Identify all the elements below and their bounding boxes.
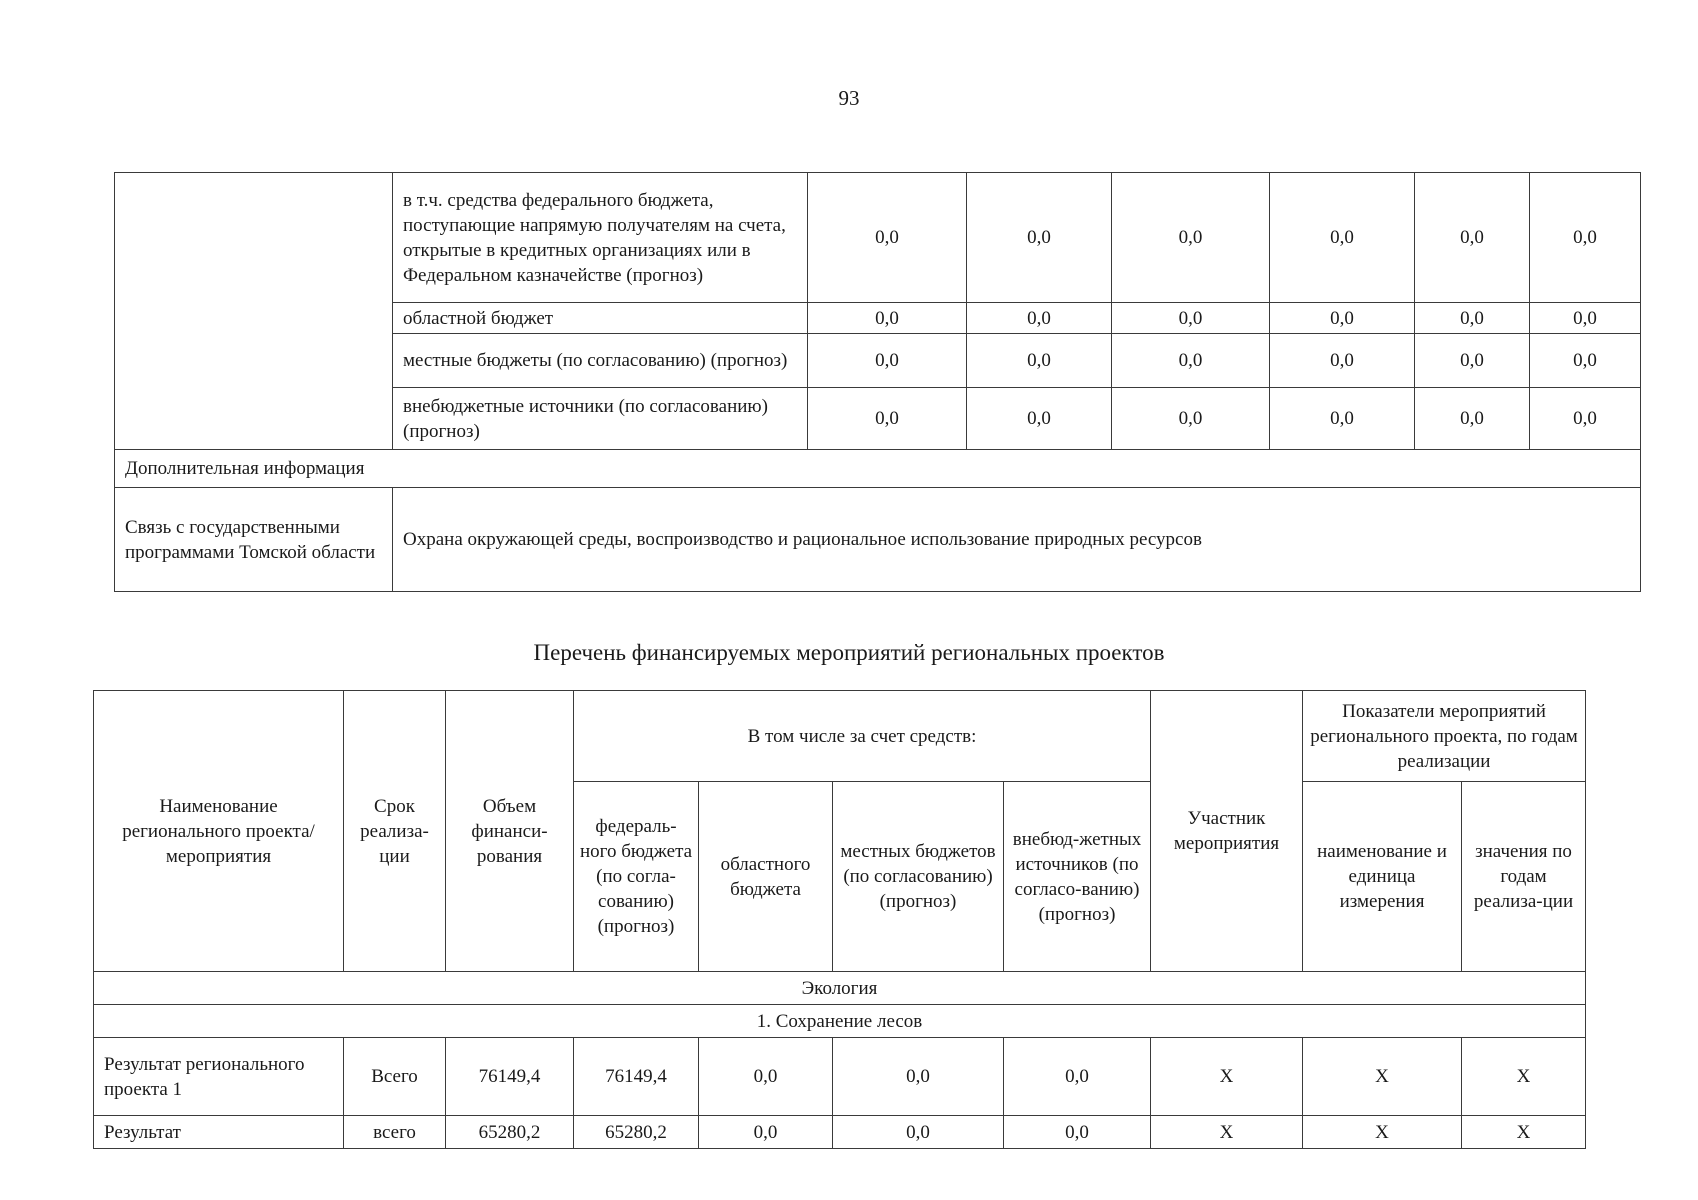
subgroup-row <box>94 1005 1586 1038</box>
row-indicator-name: Х <box>1303 1038 1462 1116</box>
value-cell: 0,0 <box>1415 334 1530 388</box>
value-cell: 0,0 <box>1415 173 1530 303</box>
value-cell: 0,0 <box>808 303 967 334</box>
row-federal: 65280,2 <box>574 1116 699 1149</box>
value-cell: 0,0 <box>1112 388 1270 450</box>
value-cell: 0,0 <box>1112 334 1270 388</box>
header-including: В том числе за счет средств: <box>574 691 1151 782</box>
header-indicator-name: наименование и единица измерения <box>1303 782 1462 972</box>
program-link-label: Связь с государственными программами Томской области <box>115 488 393 592</box>
row-participant: Х <box>1151 1038 1303 1116</box>
row-term: всего <box>344 1116 446 1149</box>
value-cell: 0,0 <box>1270 388 1415 450</box>
row-name: Результат <box>94 1116 344 1149</box>
group-label: Экология <box>94 972 1586 1005</box>
empty-project-cell <box>115 173 393 450</box>
source-label: внебюджетные источники (по согласованию) (прогноз) <box>393 388 808 450</box>
program-link-value: Охрана окружающей среды, воспроизводство и рациональное использование природных ресурсов <box>393 488 1641 592</box>
row-indicator-values: Х <box>1462 1116 1586 1149</box>
header-name: Наименование регионального проекта/ мероприятия <box>94 691 344 972</box>
header-volume: Объем финанси-рования <box>446 691 574 972</box>
row-extra: 0,0 <box>1004 1116 1151 1149</box>
table-row <box>115 488 1641 592</box>
value-cell: 0,0 <box>1415 388 1530 450</box>
table-row <box>94 1116 1586 1149</box>
row-indicator-name: Х <box>1303 1116 1462 1149</box>
header-term: Срок реализа-ции <box>344 691 446 972</box>
header-indicators: Показатели мероприятий регионального проекта, по годам реализации <box>1303 691 1586 782</box>
page-number: 93 <box>838 86 860 110</box>
table-row <box>115 450 1641 488</box>
additional-info-label: Дополнительная информация <box>115 450 1641 488</box>
value-cell: 0,0 <box>1530 303 1641 334</box>
row-local: 0,0 <box>833 1038 1004 1116</box>
value-cell: 0,0 <box>1112 173 1270 303</box>
row-participant: Х <box>1151 1116 1303 1149</box>
value-cell: 0,0 <box>1415 303 1530 334</box>
source-label: областной бюджет <box>393 303 808 334</box>
value-cell: 0,0 <box>967 303 1112 334</box>
value-cell: 0,0 <box>808 388 967 450</box>
header-federal: федераль-ного бюджета (по согла-сованию) (прогноз) <box>574 782 699 972</box>
source-label: в т.ч. средства федерального бюджета, поступающие напрямую получателям на счета, открытые в кредитных организациях или в Федеральном казначействе (прогноз) <box>393 173 808 303</box>
row-federal: 76149,4 <box>574 1038 699 1116</box>
row-volume: 65280,2 <box>446 1116 574 1149</box>
row-local: 0,0 <box>833 1116 1004 1149</box>
header-row <box>94 691 1586 782</box>
section-title: Перечень финансируемых мероприятий региональных проектов <box>533 640 1165 665</box>
group-row <box>94 972 1586 1005</box>
row-regional: 0,0 <box>699 1038 833 1116</box>
table-row <box>94 1038 1586 1116</box>
row-volume: 76149,4 <box>446 1038 574 1116</box>
value-cell: 0,0 <box>1530 388 1641 450</box>
header-local: местных бюджетов (по согласованию) (прогноз) <box>833 782 1004 972</box>
value-cell: 0,0 <box>967 388 1112 450</box>
table-row <box>115 173 1641 303</box>
value-cell: 0,0 <box>1112 303 1270 334</box>
row-regional: 0,0 <box>699 1116 833 1149</box>
value-cell: 0,0 <box>1270 303 1415 334</box>
value-cell: 0,0 <box>808 173 967 303</box>
header-participant: Участник мероприятия <box>1151 691 1303 972</box>
row-term: Всего <box>344 1038 446 1116</box>
row-indicator-values: Х <box>1462 1038 1586 1116</box>
header-extra: внебюд-жетных источников (по согласо-ванию) (прогноз) <box>1004 782 1151 972</box>
value-cell: 0,0 <box>808 334 967 388</box>
row-name: Результат регионального проекта 1 <box>94 1038 344 1116</box>
source-label: местные бюджеты (по согласованию) (прогноз) <box>393 334 808 388</box>
events-table <box>93 690 1586 1149</box>
budget-sources-table <box>114 172 1641 592</box>
value-cell: 0,0 <box>1270 334 1415 388</box>
row-extra: 0,0 <box>1004 1038 1151 1116</box>
value-cell: 0,0 <box>967 334 1112 388</box>
value-cell: 0,0 <box>1530 334 1641 388</box>
header-indicator-values: значения по годам реализа-ции <box>1462 782 1586 972</box>
subgroup-label: 1. Сохранение лесов <box>94 1005 1586 1038</box>
value-cell: 0,0 <box>1530 173 1641 303</box>
value-cell: 0,0 <box>1270 173 1415 303</box>
header-regional: областного бюджета <box>699 782 833 972</box>
value-cell: 0,0 <box>967 173 1112 303</box>
